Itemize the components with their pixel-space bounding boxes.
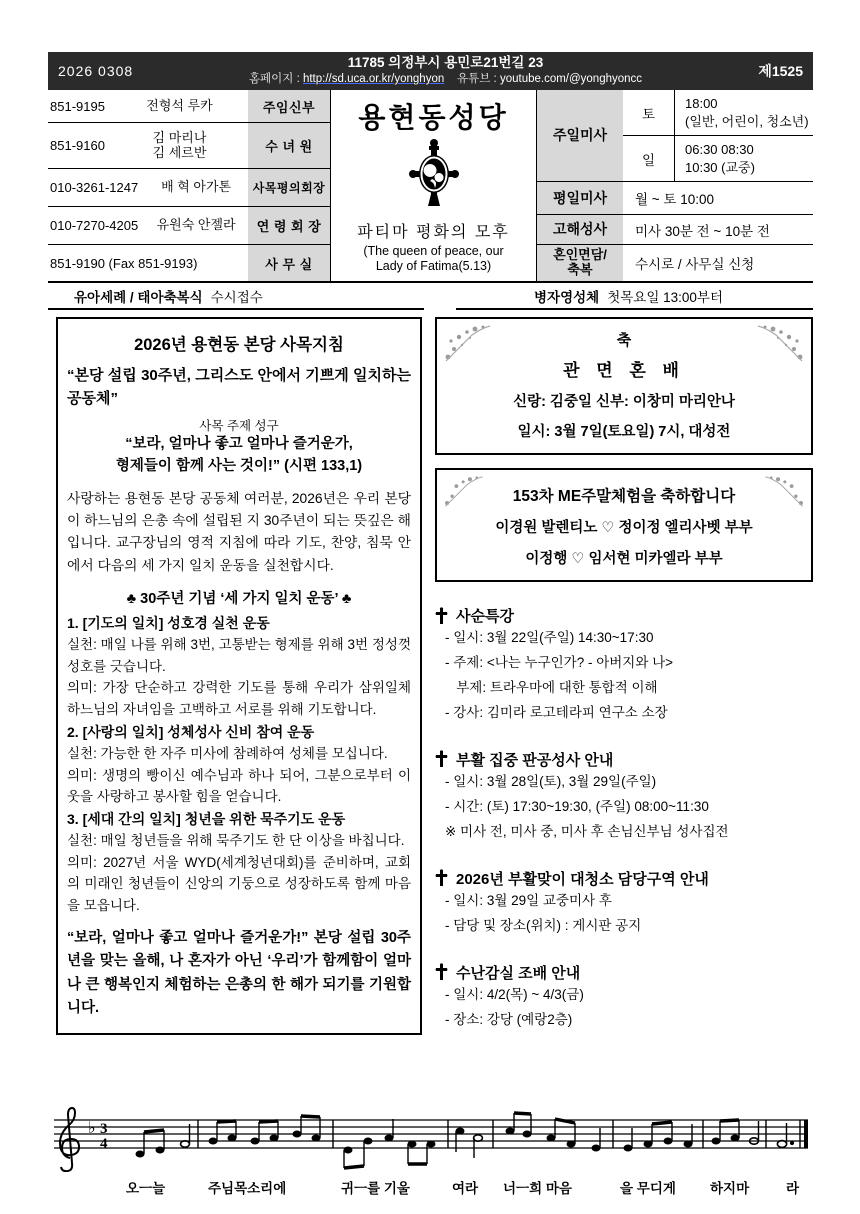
movement-2-practice: 실천: 가능한 한 자주 미사에 참례하여 성체를 모십니다. xyxy=(67,746,388,762)
cross-bullet-icon xyxy=(435,750,448,768)
wedding-announcement-box xyxy=(435,317,813,455)
cross-bullet-icon xyxy=(435,869,448,887)
role-label: 수 녀 원 xyxy=(248,123,330,168)
table-row xyxy=(537,90,813,182)
movement-2-title: 2. [사랑의 일치] 성체성사 신비 참여 운동 xyxy=(67,723,315,740)
me-weekend-title: 153차 ME주말체험을 축하합니다 xyxy=(512,488,736,505)
role-label: 사목평의회장 xyxy=(248,169,330,206)
role-label: 연 령 회 장 xyxy=(248,207,330,244)
cross-bullet-icon xyxy=(435,607,448,625)
movement-2-meaning: 의미: 생명의 빵이신 예수님과 하나 되어, 그분으로부터 이웃을 사랑하고 봉사할 힘을 얻습니다. xyxy=(67,767,411,805)
church-address: 11785 의정부시 용민로21번길 23 xyxy=(347,55,544,71)
movement-3-practice: 실천: 매일 청년들을 위해 묵주기도 한 단 이상을 바칩니다. xyxy=(67,833,405,849)
section-line: - 담당 및 장소(위치) : 게시판 공지 xyxy=(445,917,642,933)
church-logo-icon xyxy=(408,138,460,212)
mass-time: 수시로 / 사무실 신청 xyxy=(635,257,755,272)
lyric-syllable: 너ㅡ희 마음 xyxy=(503,1181,572,1196)
mass-label: 주일미사 xyxy=(537,90,623,181)
section-lent-lecture xyxy=(435,605,813,726)
homepage-label: 홈페이지 : xyxy=(248,73,300,86)
mass-label: 고해성사 xyxy=(537,215,623,244)
me-couple-1: 이경원 발렌티노 ♡ 정이정 엘리사벳 부부 xyxy=(495,520,753,536)
me-couple-2: 이정행 ♡ 임서현 미카엘라 부부 xyxy=(525,551,723,567)
lyric-syllable: 주님목소리에 xyxy=(208,1181,287,1196)
floral-corner-icon xyxy=(442,474,486,510)
phone-number: 851-9195 xyxy=(50,98,105,114)
article-paragraph: 사랑하는 용현동 본당 공동체 여러분, 2026년은 우리 본당이 하느님의 은총 속에 설립된 지 30주년이 되는 뜻깊은 해입니다. 교구장님의 영적 지침에 따라 기도, 찬양, 침묵 안에서 다음의 세 가지 일치 운동을 실천합시다. xyxy=(67,490,411,573)
mass-time: 월 ~ 토 10:00 xyxy=(635,192,715,207)
table-row xyxy=(537,245,813,281)
section-easter-confession xyxy=(435,749,813,845)
lyric-syllable: 하지마 xyxy=(710,1181,750,1196)
section-line: - 일시: 3월 29일 교중미사 후 xyxy=(445,892,612,908)
table-row xyxy=(48,123,330,169)
lyric-syllable: 을 무디게 xyxy=(620,1181,676,1196)
final-barline xyxy=(804,1120,808,1148)
movement-3-meaning: 의미: 2027년 서울 WYD(세계청년대회)를 준비하며, 교회의 미래인 청년들이 신앙의 기둥으로 성장하도록 함께 마음을 모읍니다. xyxy=(67,854,411,913)
article-subtitle: ♣ 30주년 기념 ‘세 가지 일치 운동’ ♣ xyxy=(126,590,352,607)
article-closing: “보라, 얼마나 좋고 얼마나 즐거운가!” 본당 설립 30주년을 맞는 올해, 나 혼자가 아닌 ‘우리’가 함께함이 얼마나 큰 행복인지 체험하는 은총의 한 해가 되기를 기원합니다. xyxy=(67,929,411,1017)
wedding-datetime: 일시: 3월 7일(토요일) 7시, 대성전 xyxy=(517,424,731,440)
table-row xyxy=(537,215,813,245)
phone-number: 010-7270-4205 xyxy=(50,218,139,233)
section-line: - 일시: 3월 22일(주일) 14:30~17:30 xyxy=(445,630,654,645)
time-signature-bottom: 4 xyxy=(100,1136,108,1152)
pastoral-guidelines-article xyxy=(56,317,422,1035)
youtube-label: 유튜브 : xyxy=(457,73,497,86)
movement-3-title: 3. [세대 간의 일치] 청년을 위한 묵주기도 운동 xyxy=(67,810,346,827)
music-staff xyxy=(48,1100,816,1172)
mass-time: 18:00 (일반, 어린이, 청소년) xyxy=(685,95,809,129)
section-passion-adoration xyxy=(435,962,813,1033)
sick-communion-info: 병자영성체 첫목요일 13:00부터 xyxy=(456,283,813,310)
day-label: 토 xyxy=(623,90,675,135)
section-line: - 일시: 3월 28일(토), 3월 29일(주일) xyxy=(445,773,657,789)
mass-label: 평일미사 xyxy=(537,182,623,214)
movement-1-meaning: 의미: 가장 단순하고 강력한 기도를 통해 우리가 삼위일체 하느님의 자녀임을 고백하고 서로를 위해 기도합니다. xyxy=(67,680,411,718)
floral-corner-icon xyxy=(442,323,494,365)
cross-bullet-icon xyxy=(435,963,448,981)
info-band xyxy=(48,90,813,283)
flat-key-signature: ♭ xyxy=(88,1118,96,1137)
floral-corner-icon xyxy=(762,474,806,510)
article-quote: “본당 설립 30주년, 그리스도 안에서 기쁘게 일치하는 공동체” xyxy=(67,367,411,407)
church-name: 용현동성당 xyxy=(358,102,509,133)
time-signature-top: 3 xyxy=(100,1121,108,1137)
sub-band xyxy=(48,283,813,310)
me-weekend-box xyxy=(435,468,813,582)
wedding-couple: 신랑: 김중일 신부: 이창미 마리안나 xyxy=(513,394,735,410)
hymn-lyrics xyxy=(48,1177,816,1201)
baptism-info: 유아세례 / 태아축복식 수시접수 xyxy=(48,283,424,310)
mass-label: 혼인면담/ 축복 xyxy=(537,245,623,281)
article-title: 2026년 용현동 본당 사목지침 xyxy=(134,336,344,354)
section-title: 사순특강 xyxy=(456,608,514,625)
movement-1-practice: 실천: 매일 나를 위해 3번, 고통받는 형제를 위해 3번 정성껏 성호를 긋습니다. xyxy=(67,637,411,674)
role-label: 사 무 실 xyxy=(248,245,330,281)
section-line: - 장소: 강당 (예랑2층) xyxy=(445,1011,573,1027)
mass-schedule-table xyxy=(537,90,813,281)
person-name: 배 혁 아가톤 xyxy=(161,179,232,195)
lyric-syllable: 라 xyxy=(786,1181,800,1196)
person-name: 김 마리나 김 세르반 xyxy=(152,129,207,160)
section-title: 부활 집중 판공성사 안내 xyxy=(456,751,614,769)
phone-number: 851-9190 (Fax 851-9193) xyxy=(50,255,198,271)
person-name: 유원숙 안젤라 xyxy=(156,217,236,233)
section-title: 수난감실 조배 안내 xyxy=(456,964,581,982)
youtube-url: youtube.com/@yonghyoncc xyxy=(499,73,643,86)
mass-time: 미사 30분 전 ~ 10분 전 xyxy=(635,223,770,239)
phone-number: 851-9160 xyxy=(50,138,105,153)
day-label: 일 xyxy=(623,136,675,181)
congrats-character: 축 xyxy=(616,332,632,349)
section-line: - 일시: 4/2(목) ~ 4/3(금) xyxy=(445,986,584,1002)
table-row xyxy=(48,169,330,207)
hymn-notation xyxy=(48,1100,816,1201)
lyric-syllable: 귀ㅡ를 기울 xyxy=(341,1181,410,1196)
person-name: 전형석 루카 xyxy=(146,97,213,113)
section-line: - 강사: 김미라 로고테라피 연구소 소장 xyxy=(445,704,668,720)
church-subtitle-english: (The queen of peace, our Lady of Fatima(5.13) xyxy=(363,244,504,273)
lyric-syllable: 오ㅡ늘 xyxy=(126,1181,166,1196)
section-line: - 주제: <나는 누구인가? - 아버지와 나> xyxy=(445,654,674,670)
church-subtitle-korean: 파티마 평화의 모후 xyxy=(357,224,510,241)
floral-corner-icon xyxy=(754,323,806,365)
masthead xyxy=(48,52,813,90)
table-row xyxy=(48,245,330,281)
issue-number: 제1525 xyxy=(758,63,803,79)
section-line: ※ 미사 전, 미사 중, 미사 후 손님신부님 성사집전 xyxy=(445,823,729,839)
movement-1-title: 1. [기도의 일치] 성호경 실천 운동 xyxy=(67,614,270,631)
mass-time: 06:30 08:30 10:30 (교중) xyxy=(685,141,755,175)
section-easter-cleaning xyxy=(435,868,813,939)
table-row xyxy=(48,207,330,245)
bulletin-date: 2026 0308 xyxy=(58,63,134,79)
treble-clef-icon xyxy=(60,1108,79,1171)
scripture-verse: “보라, 얼마나 좋고 얼마나 즐거운가, 형제들이 함께 사는 것이!” (시편 133,1) xyxy=(115,436,363,474)
church-header xyxy=(331,90,537,281)
section-title: 2026년 부활맞이 대청소 담당구역 안내 xyxy=(456,870,709,888)
verse-subheading: 사목 주제 성구 xyxy=(199,419,279,433)
role-label: 주임신부 xyxy=(248,90,330,122)
section-line: - 시간: (토) 17:30~19:30, (주일) 08:00~11:30 xyxy=(445,798,709,814)
wedding-title: 관 면 혼 배 xyxy=(563,361,685,380)
table-row xyxy=(537,182,813,215)
section-line: 부제: 트라우마에 대한 통합적 이해 xyxy=(445,679,658,695)
phone-number: 010-3261-1247 xyxy=(50,180,139,195)
table-row xyxy=(48,90,330,123)
lyric-syllable: 여라 xyxy=(452,1181,479,1196)
contact-table xyxy=(48,90,331,281)
homepage-link[interactable]: http://sd.uca.or.kr/yonghyon xyxy=(302,73,445,86)
